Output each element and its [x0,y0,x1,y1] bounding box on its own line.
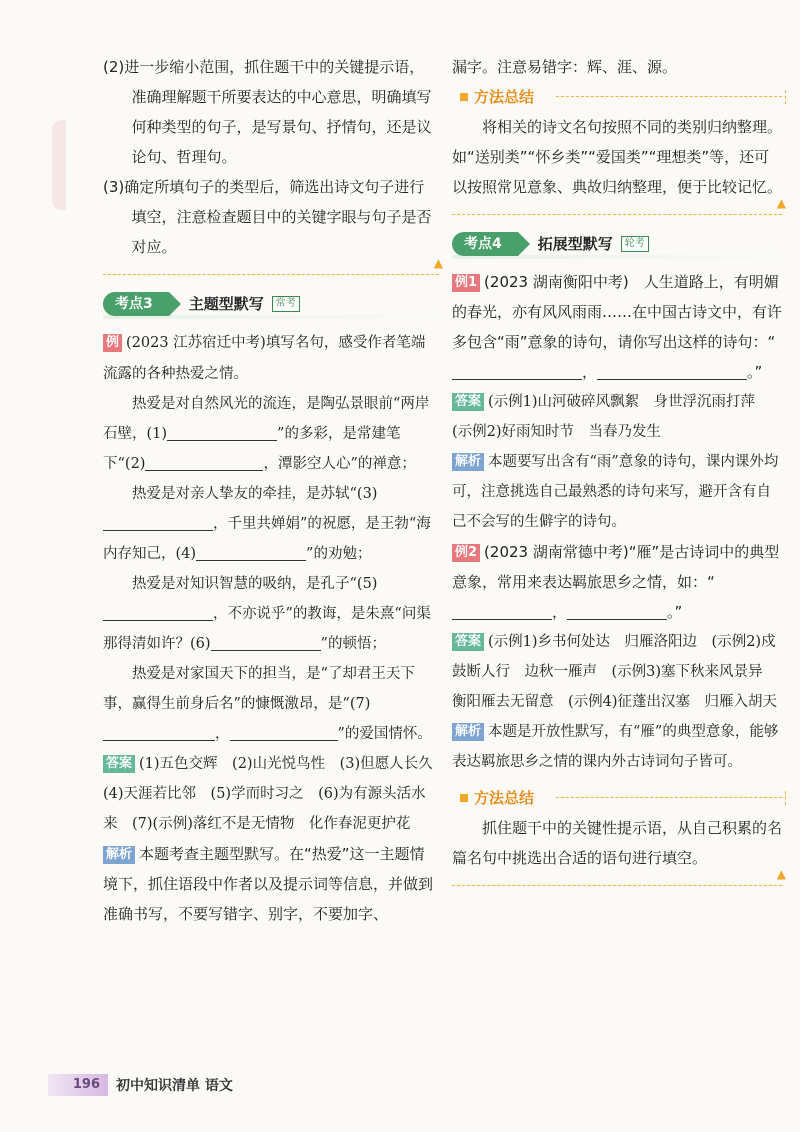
answer-block: 答案 (1)五色交辉 (2)山光悦鸟性 (3)但愿人长久 (4)天涯若比邻 (5)学而时习之 (6)为有源头活水来 (7)(示例)落红不是无情物 化作春泥更护花 [103,756,448,832]
answer-label: 答案 [452,633,484,651]
method-title: 方法总结 [474,88,535,106]
example-stem: 例 (2023 江苏宿迁中考)填写名句，感受作者笔端流露的各种热爱之情。 [103,335,426,382]
kaodian-badge: 考点3 [103,292,169,316]
intro-item-2: (2)进一步缩小范围，抓住题干中的关键提示语，准确理解题干所要表达的中心意思，明确填写何种类型的句子，是写景句、抒情句，还是议论句、哲理句。 [103,58,432,166]
blank-7b[interactable] [230,722,338,741]
analysis-label: 解析 [452,723,484,741]
analysis-continuation: 漏字。注意易错字：辉、涯、源。 [452,58,678,76]
method-summary-1-text: 将相关的诗文名句按照不同的类别归纳整理。如“送别类”“怀乡类”“爱国类”“理想类”等，还可以按照常见意象、典故归纳整理，便于比较记忆。 [452,118,783,196]
intro-item-3: (3)确定所填句子的类型后，筛选出诗文句子进行填空，注意检查题目中的关键字眼与句子是否对应。 [103,178,432,256]
answer-2-block: 答案 (示例1)乡书何处达 归雁洛阳边 (示例2)戍鼓断人行 边秋一雁声 (示例3)塞下秋来风景异 衡阳雁去无留意 (示例4)征蓬出汉塞 归雁入胡天 [452,634,778,710]
section-divider: ▲ [103,266,439,275]
example-paragraph-2: 热爱是对亲人挚友的牵挂，是苏轼“(3)，千里共婵娟”的祝愿，是王勃“海内存知己，(4) ”的劝勉； [103,486,431,562]
blank-6[interactable] [211,632,321,651]
blank-ex1-b[interactable] [597,361,747,380]
answer-1-block: 答案 (示例1)山河破碎风飘絮 身世浮沉雨打萍 (示例2)好雨知时节 当春乃发生 [452,394,770,440]
kaodian-4-header [452,227,782,261]
example-1-stem: 例1 (2023 湖南衡阳中考) 人生道路上，有明媚的春光，亦有风风雨雨……在中国古诗文中，有许多包含“雨”意象的诗句，请你写出这样的诗句：“， 。” [452,273,783,381]
blank-7a[interactable] [103,722,215,741]
page-number: 196 [72,1077,100,1092]
blank-1[interactable] [167,422,277,441]
method-summary-1-header [452,82,782,110]
example-2-stem: 例2 (2023 湖南常德中考)“雁”是古诗词中的典型意象，常用来表达羁旅思乡之情，如：“， 。” [452,543,780,621]
answer-label: 答案 [452,393,484,411]
page-footer [48,1074,233,1096]
example-label: 例 [103,334,122,352]
kaodian-title: 主题型默写 [188,295,264,313]
right-column [452,52,786,898]
example-paragraph-4: 热爱是对家国天下的担当，是“了却君王天下事，赢得生前身后名”的慷慨激昂，是“(7)， ”的爱国情怀。 [103,666,432,742]
kaodian-3-header [103,287,439,321]
kaodian-tag: 常考 [272,296,300,312]
analysis-2-block: 解析 本题是开放性默写，有“雁”的典型意象，能够表达羁旅思乡之情的课内外古诗词句子皆可。 [452,724,779,770]
method-summary-2-text: 抓住题干中的关键性提示语，从自己积累的名篇名句中挑选出合适的语句进行填空。 [452,819,783,867]
blank-4[interactable] [196,542,306,561]
blank-ex1-a[interactable] [452,361,582,380]
analysis-block: 解析 本题考查主题型默写。在“热爱”这一主题情境下，抓住语段中作者以及提示词等信息，并做到准确书写，不要写错字、别字，不要加字、 [103,845,434,923]
analysis-1-block: 解析 本题要写出含有“雨”意象的诗句，课内课外均可，注意挑选自己最熟悉的诗句来写，避开含有自己不会写的生僻字的诗句。 [452,454,779,530]
kaodian-badge: 考点4 [452,232,518,256]
blank-5[interactable] [103,602,213,621]
book-title: 初中知识清单 语文 [116,1078,233,1094]
answer-label: 答案 [103,755,135,773]
left-column [103,52,448,929]
example-paragraph-3: 热爱是对知识智慧的吸纳，是孔子“(5)，不亦说乎”的教诲，是朱熹“问渠那得清如许？(6) ”的顿悟； [103,576,431,652]
blank-3[interactable] [103,512,213,531]
blank-ex2-b[interactable] [567,601,667,620]
section-divider: ▲ [452,206,782,215]
method-summary-2-header [452,783,782,811]
example-paragraph-1: 热爱是对自然风光的流连，是陶弘景眼前“两岸石壁，(1) ”的多彩，是常建笔下“(2) ，潭影空人心”的禅意； [103,396,430,472]
example-2-label: 例2 [452,544,480,562]
method-title: 方法总结 [474,789,535,807]
analysis-label: 解析 [452,453,484,471]
page-number-band [48,1074,108,1096]
kaodian-tag: 轮考 [621,236,649,252]
section-divider: ▲ [452,877,782,886]
kaodian-title: 拓展型默写 [537,235,613,253]
page-edge-decoration [52,120,96,210]
analysis-label: 解析 [103,846,135,864]
blank-ex2-a[interactable] [452,601,552,620]
blank-2[interactable] [145,452,263,471]
example-1-label: 例1 [452,274,480,292]
